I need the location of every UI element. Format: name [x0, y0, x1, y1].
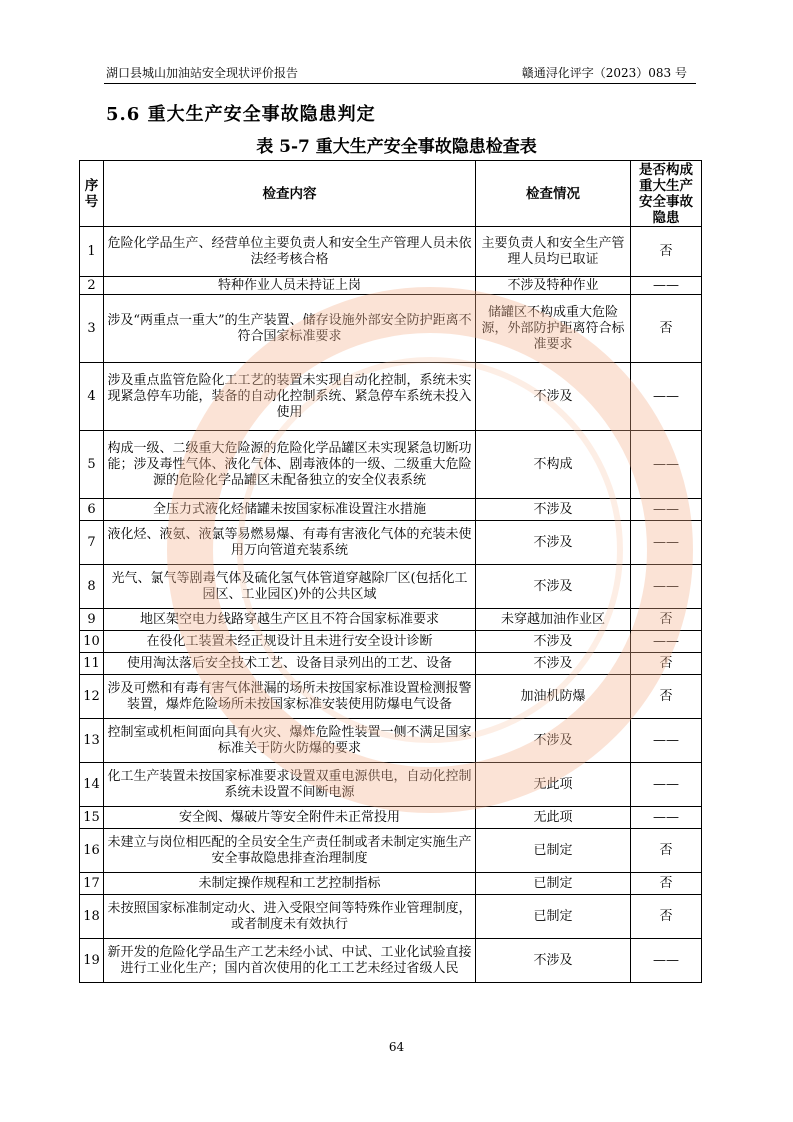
table-row: [80, 873, 702, 895]
row-major-hazard: 否: [631, 675, 702, 719]
row-major-hazard: ——: [631, 719, 702, 763]
row-status: 无此项: [476, 807, 631, 829]
row-number: 8: [80, 565, 104, 609]
row-number: 19: [80, 939, 104, 983]
row-number: 9: [80, 609, 104, 631]
row-number: 12: [80, 675, 104, 719]
table-row: [80, 565, 702, 609]
row-major-hazard: ——: [631, 499, 702, 521]
row-number: 11: [80, 653, 104, 675]
table-row: [80, 939, 702, 983]
row-major-hazard: 否: [631, 609, 702, 631]
table-row: [80, 829, 702, 873]
row-major-hazard: ——: [631, 807, 702, 829]
row-number: 5: [80, 431, 104, 499]
row-status: 加油机防爆: [476, 675, 631, 719]
row-number: 10: [80, 631, 104, 653]
table-row: [80, 499, 702, 521]
row-content: 安全阀、爆破片等安全附件未正常投用: [104, 807, 476, 829]
row-content: 危险化学品生产、经营单位主要负责人和安全生产管理人员未依法经考核合格: [104, 227, 476, 277]
row-number: 3: [80, 295, 104, 363]
row-major-hazard: 否: [631, 895, 702, 939]
row-content: 全压力式液化烃储罐未按国家标准设置注水措施: [104, 499, 476, 521]
row-major-hazard: ——: [631, 363, 702, 431]
row-status: 不涉及: [476, 631, 631, 653]
row-status: 储罐区不构成重大危险源，外部防护距离符合标准要求: [476, 295, 631, 363]
row-content: 未建立与岗位相匹配的全员安全生产责任制或者未制定实施生产安全事故隐患排查治理制度: [104, 829, 476, 873]
hazard-check-table: [79, 160, 702, 983]
row-major-hazard: ——: [631, 277, 702, 295]
row-number: 4: [80, 363, 104, 431]
row-major-hazard: ——: [631, 763, 702, 807]
table-row: [80, 807, 702, 829]
row-content: 地区架空电力线路穿越生产区且不符合国家标准要求: [104, 609, 476, 631]
table-row: [80, 631, 702, 653]
row-content: 液化烃、液氨、液氯等易燃易爆、有毒有害液化气体的充装未使用万向管道充装系统: [104, 521, 476, 565]
table-row: [80, 521, 702, 565]
header-status: 检查情况: [476, 161, 631, 227]
header-left: 湖口县城山加油站安全现状评价报告: [106, 66, 299, 80]
table-title: 表 5-7 重大生产安全事故隐患检查表: [256, 137, 537, 157]
table-row: [80, 719, 702, 763]
row-content: 在役化工装置未经正规设计且未进行安全设计诊断: [104, 631, 476, 653]
row-major-hazard: ——: [631, 431, 702, 499]
table-row: [80, 431, 702, 499]
row-number: 18: [80, 895, 104, 939]
row-status: 已制定: [476, 895, 631, 939]
row-content: 特种作业人员未持证上岗: [104, 277, 476, 295]
row-number: 7: [80, 521, 104, 565]
row-status: 不涉及: [476, 521, 631, 565]
table-row: [80, 363, 702, 431]
row-status: 不涉及: [476, 363, 631, 431]
row-content: 构成一级、二级重大危险源的危险化学品罐区未实现紧急切断功能；涉及毒性气体、液化气体、剧毒液体的一级、二级重大危险源的危险化学品罐区未配备独立的安全仪表系统: [104, 431, 476, 499]
row-status: 未穿越加油作业区: [476, 609, 631, 631]
table-row: [80, 277, 702, 295]
row-status: 不涉及: [476, 565, 631, 609]
table-row: [80, 227, 702, 277]
row-major-hazard: 否: [631, 829, 702, 873]
row-major-hazard: ——: [631, 565, 702, 609]
row-major-hazard: 否: [631, 227, 702, 277]
row-number: 2: [80, 277, 104, 295]
row-content: 涉及可燃和有毒有害气体泄漏的场所未按国家标准设置检测报警装置，爆炸危险场所未按国家标准安装使用防爆电气设备: [104, 675, 476, 719]
row-number: 6: [80, 499, 104, 521]
row-status: 无此项: [476, 763, 631, 807]
header-major: 是否构成重大生产安全事故隐患: [631, 161, 702, 227]
row-content: 光气、氯气等剧毒气体及硫化氢气体管道穿越除厂区(包括化工园区、工业园区)外的公共区域: [104, 565, 476, 609]
row-major-hazard: ——: [631, 521, 702, 565]
section-title: 5.6 重大生产安全事故隐患判定: [106, 104, 376, 125]
row-status: 已制定: [476, 829, 631, 873]
row-status: 不涉及: [476, 939, 631, 983]
row-content: 化工生产装置未按国家标准要求设置双重电源供电，自动化控制系统未设置不间断电源: [104, 763, 476, 807]
row-content: 未制定操作规程和工艺控制指标: [104, 873, 476, 895]
row-content: 使用淘汰落后安全技术工艺、设备目录列出的工艺、设备: [104, 653, 476, 675]
table-row: [80, 295, 702, 363]
table-row: [80, 763, 702, 807]
row-status: 不构成: [476, 431, 631, 499]
row-number: 16: [80, 829, 104, 873]
row-content: 新开发的危险化学品生产工艺未经小试、中试、工业化试验直接进行工业化生产；国内首次使用的化工工艺未经过省级人民: [104, 939, 476, 983]
row-content: 涉及“两重点一重大”的生产装置、储存设施外部安全防护距离不符合国家标准要求: [104, 295, 476, 363]
row-status: 主要负责人和安全生产管理人员均已取证: [476, 227, 631, 277]
row-status: 已制定: [476, 873, 631, 895]
table-row: [80, 609, 702, 631]
row-status: 不涉及: [476, 499, 631, 521]
row-major-hazard: 否: [631, 873, 702, 895]
header-no: 序号: [80, 161, 104, 227]
row-status: 不涉及特种作业: [476, 277, 631, 295]
row-status: 不涉及: [476, 719, 631, 763]
row-number: 14: [80, 763, 104, 807]
table-row: [80, 653, 702, 675]
row-number: 1: [80, 227, 104, 277]
row-number: 13: [80, 719, 104, 763]
row-content: 未按照国家标准制定动火、进入受限空间等特殊作业管理制度，或者制度未有效执行: [104, 895, 476, 939]
row-number: 15: [80, 807, 104, 829]
row-status: 不涉及: [476, 653, 631, 675]
row-major-hazard: ——: [631, 939, 702, 983]
header-content: 检查内容: [104, 161, 476, 227]
header-right: 赣通浔化评字（2023）083 号: [521, 66, 687, 80]
row-major-hazard: ——: [631, 631, 702, 653]
table-row: [80, 675, 702, 719]
row-major-hazard: 否: [631, 653, 702, 675]
header-rule: [104, 83, 696, 84]
row-content: 涉及重点监管危险化工工艺的装置未实现自动化控制，系统未实现紧急停车功能，装备的自动化控制系统、紧急停车系统未投入使用: [104, 363, 476, 431]
row-number: 17: [80, 873, 104, 895]
row-content: 控制室或机柜间面向具有火灾、爆炸危险性装置一侧不满足国家标准关于防火防爆的要求: [104, 719, 476, 763]
table-row: [80, 895, 702, 939]
page-number: 64: [388, 1040, 405, 1054]
row-major-hazard: 否: [631, 295, 702, 363]
